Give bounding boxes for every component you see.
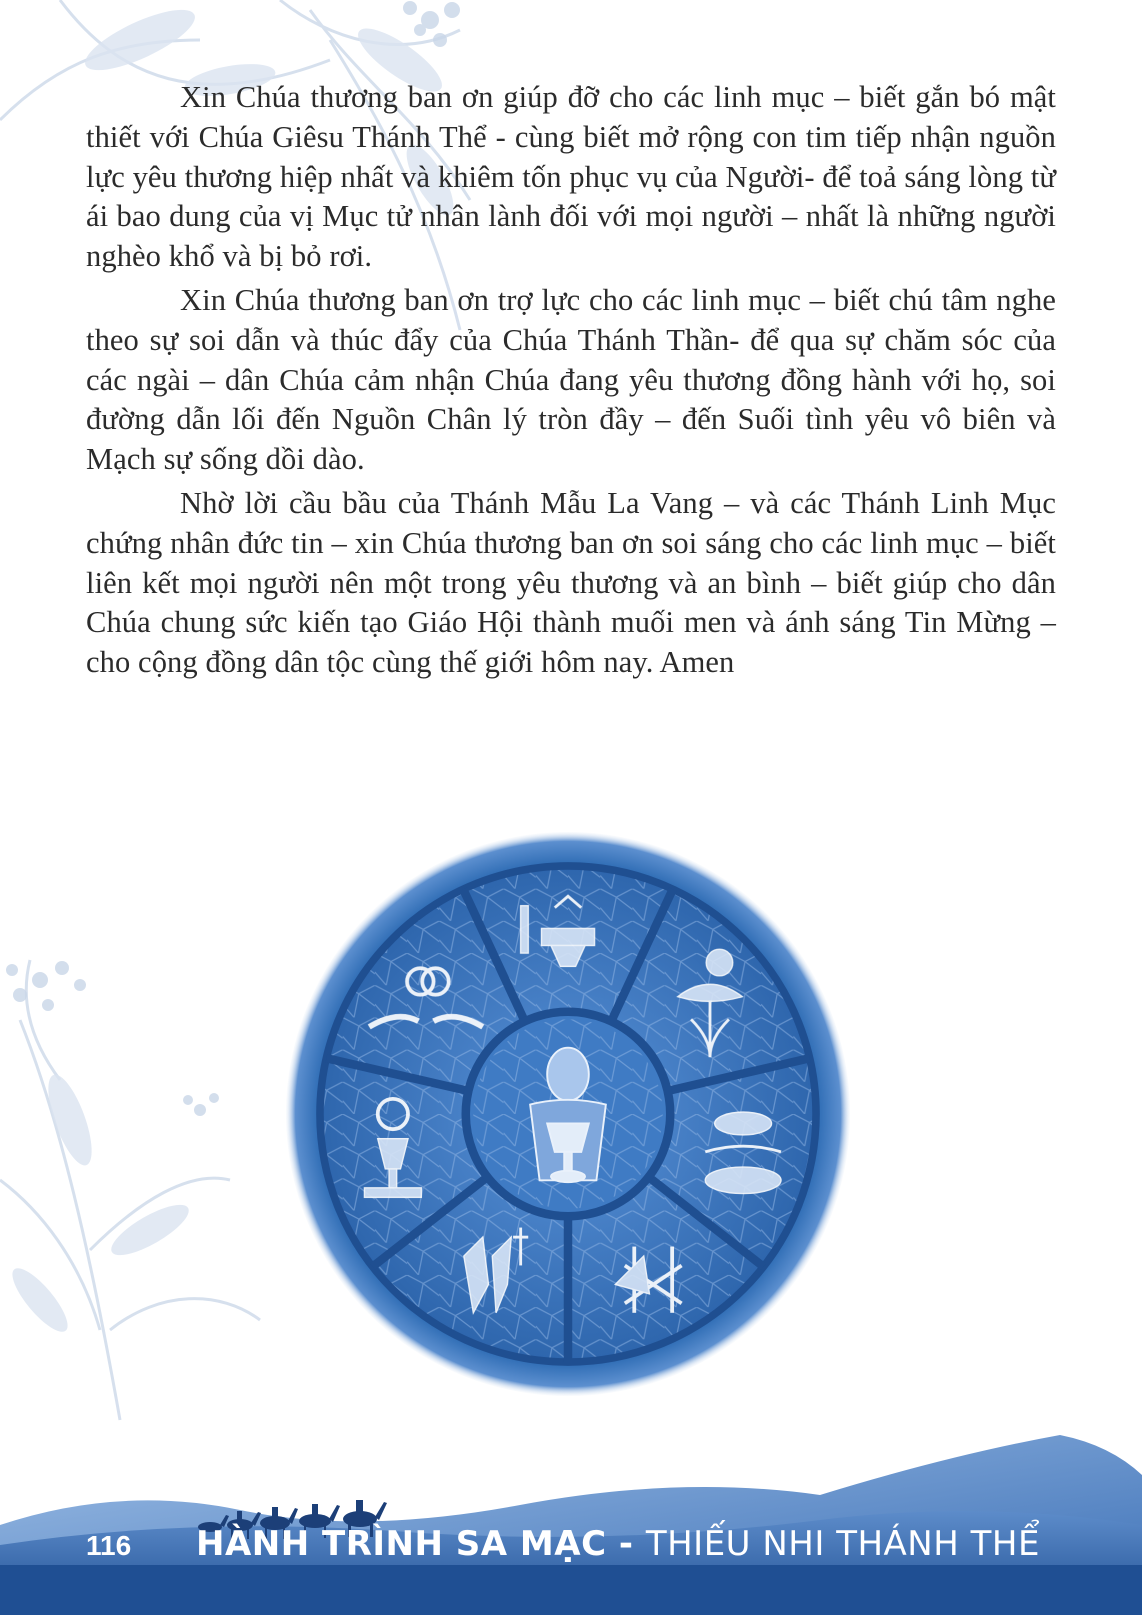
book-title-sub: THIẾU NHI THÁNH THỂ — [645, 1524, 1040, 1564]
paragraph: Nhờ lời cầu bầu của Thánh Mẫu La Vang – và các Thánh Linh Mục chứng nhân đức tin – xin Chúa thương ban ơn soi sáng cho các linh mục – biết liên kết mọi người nên một trong yêu thương và an bình – biết giúp cho dân Chúa chung sức kiến tạo Giáo Hội thành muối men và ánh sáng Tin Mừng – cho cộng đồng dân tộc cùng thế giới hôm nay. Amen — [86, 485, 1056, 680]
paragraph: Xin Chúa thương ban ơn giúp đỡ cho các linh mục – biết gắn bó mật thiết với Chúa Giêsu Thánh Thể - cùng biết mở rộng con tim tiếp nhận nguồn lực yêu thương hiệp nhất và khiêm tốn phục vụ của Người- để toả sáng lòng từ ái bao dung của vị Mục tử nhân lành đối với mọi người – nhất là những người nghèo khổ và bị bỏ rơi. — [86, 80, 1056, 274]
book-title — [196, 1524, 1040, 1564]
book-title-separator: - — [606, 1524, 646, 1564]
page-footer — [0, 1524, 1142, 1584]
prayer-text — [86, 78, 1056, 687]
book-title-main: HÀNH TRÌNH SA MẠC — [196, 1524, 607, 1564]
paragraph: Xin Chúa thương ban ơn trợ lực cho các linh mục – biết chú tâm nghe theo sự soi dẫn và thúc đẩy của Chúa Thánh Thần- để qua sự chăm sóc của các ngài – dân Chúa cảm nhận Chúa đang yêu thương đồng hành với họ, soi đường dẫn lối đến Nguồn Chân lý tròn đầy – đến Suối tình yêu vô biên và Mạch sự sống dồi dào. — [86, 282, 1056, 477]
desert-dunes-icon — [0, 1415, 1142, 1615]
page-number: 116 — [86, 1530, 132, 1561]
stained-glass-rose-window-icon — [284, 830, 852, 1398]
